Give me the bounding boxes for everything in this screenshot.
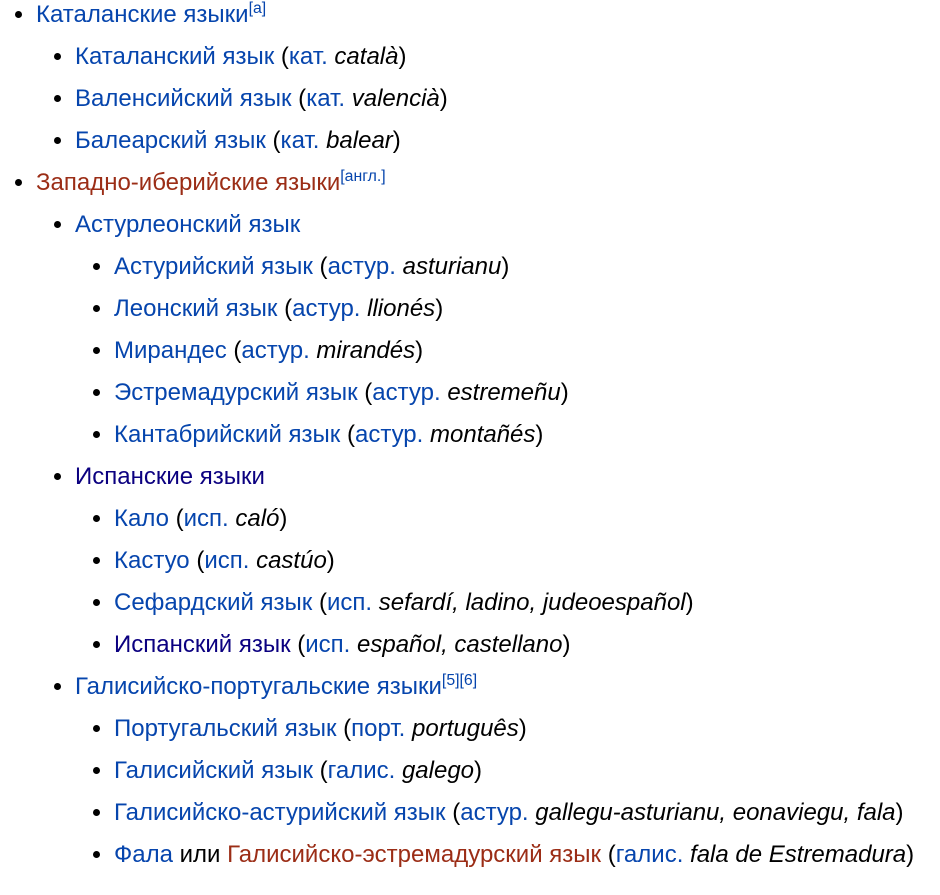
- plain-text: [345, 85, 352, 112]
- plain-text: ): [474, 757, 483, 784]
- plain-text: ): [560, 379, 569, 406]
- wiki-link[interactable]: кат.: [288, 43, 328, 70]
- wiki-link[interactable]: исп.: [305, 631, 351, 658]
- list-item: [75, 125, 940, 157]
- plain-text: [405, 715, 412, 742]
- wiki-link[interactable]: Леонский язык: [114, 295, 278, 322]
- wiki-link[interactable]: астур.: [241, 337, 310, 364]
- native-name: asturianu: [402, 253, 502, 280]
- wiki-link[interactable]: Балеарский язык: [75, 127, 266, 154]
- list-item: [114, 419, 940, 451]
- wiki-link[interactable]: порт.: [351, 715, 406, 742]
- language-sublist: [75, 503, 940, 661]
- plain-text: (: [265, 127, 281, 154]
- plain-text: или: [172, 841, 228, 868]
- list-item: [75, 83, 940, 115]
- language-sublist: [36, 209, 940, 871]
- native-name: español, castellano: [357, 631, 563, 658]
- superscript: [340, 168, 385, 185]
- plain-text: ): [279, 505, 288, 532]
- plain-text: ): [906, 841, 915, 868]
- wiki-link[interactable]: исп.: [326, 589, 373, 616]
- plain-text: (: [189, 547, 205, 574]
- wiki-link[interactable]: кат.: [306, 85, 346, 112]
- plain-text: ): [439, 85, 448, 112]
- wiki-link[interactable]: Кантабрийский язык: [114, 421, 341, 448]
- list-item: [114, 587, 940, 619]
- wiki-link[interactable]: Галисийско-астурийский язык: [114, 799, 446, 826]
- plain-text: (: [312, 253, 328, 280]
- list-item: [75, 41, 940, 73]
- native-name: português: [412, 715, 519, 742]
- plain-text: ): [415, 337, 424, 364]
- native-name: montañés: [430, 421, 536, 448]
- wiki-link[interactable]: астур.: [372, 379, 441, 406]
- list-item: [36, 167, 940, 871]
- plain-text: (: [445, 799, 461, 826]
- superscript: [442, 672, 460, 689]
- plain-text: (: [277, 295, 293, 322]
- wiki-link[interactable]: Астурийский язык: [114, 253, 313, 280]
- wiki-link[interactable]: Мирандес: [114, 337, 227, 364]
- native-name: caló: [235, 505, 280, 532]
- list-item: [114, 293, 940, 325]
- visited-wiki-link[interactable]: Испанские языки: [75, 463, 265, 490]
- visited-wiki-link[interactable]: Испанский язык: [114, 631, 291, 658]
- native-name: estremeñu: [447, 379, 561, 406]
- list-item: [114, 251, 940, 283]
- plain-text: ): [392, 127, 401, 154]
- wiki-link[interactable]: Фала: [114, 841, 173, 868]
- redlink[interactable]: Западно-иберийские языки: [36, 169, 341, 196]
- plain-text: ): [326, 547, 335, 574]
- wiki-link[interactable]: Кало: [114, 505, 169, 532]
- list-item: [114, 629, 940, 661]
- list-item: [114, 797, 940, 829]
- wiki-link[interactable]: исп.: [204, 547, 250, 574]
- plain-text: (: [274, 43, 289, 70]
- native-name: galego: [401, 757, 475, 784]
- wiki-link[interactable]: Галисийский язык: [114, 757, 313, 784]
- native-name: català: [334, 43, 399, 70]
- wiki-link[interactable]: Каталанские языки: [36, 1, 249, 28]
- wiki-link[interactable]: галис.: [615, 841, 684, 868]
- plain-text: ): [435, 295, 444, 322]
- native-name: valencià: [351, 85, 440, 112]
- plain-text: [350, 631, 357, 658]
- list-item: [75, 209, 940, 451]
- wiki-link[interactable]: астур.: [327, 253, 396, 280]
- plain-text: [395, 757, 402, 784]
- plain-text: [372, 589, 379, 616]
- native-name: llionés: [367, 295, 436, 322]
- wiki-link[interactable]: Сефардский язык: [114, 589, 313, 616]
- list-item: [114, 713, 940, 745]
- footnote-link[interactable]: [5]: [441, 672, 460, 689]
- plain-text: ): [685, 589, 694, 616]
- plain-text: (: [312, 757, 328, 784]
- wiki-link[interactable]: Каталанский язык: [75, 43, 275, 70]
- native-name: fala de Estremadura: [690, 841, 907, 868]
- list-item: [114, 335, 940, 367]
- wiki-link[interactable]: астур.: [354, 421, 424, 448]
- plain-text: [423, 421, 430, 448]
- list-item: [114, 377, 940, 409]
- list-item: [114, 755, 940, 787]
- footnote-link[interactable]: [a]: [248, 0, 267, 17]
- list-item: [114, 545, 940, 577]
- wiki-link[interactable]: Эстремадурский язык: [114, 379, 358, 406]
- wiki-link[interactable]: астур.: [460, 799, 529, 826]
- wiki-link[interactable]: Португальский язык: [114, 715, 337, 742]
- list-item: [114, 839, 940, 871]
- language-sublist: [75, 251, 940, 451]
- footnote-link[interactable]: [6]: [459, 672, 478, 689]
- list-item: [75, 461, 940, 661]
- wiki-link[interactable]: Галисийско-португальские языки: [75, 673, 442, 700]
- native-name: balear: [326, 127, 393, 154]
- list-item: [114, 503, 940, 535]
- plain-text: ): [562, 631, 571, 658]
- native-name: gallegu-asturianu, eonaviegu, fala: [535, 799, 896, 826]
- plain-text: (: [601, 841, 616, 868]
- redlink[interactable]: Галисийско-эстремадурский язык: [227, 841, 602, 868]
- plain-text: (: [168, 505, 184, 532]
- plain-text: (: [291, 85, 307, 112]
- list-item: [36, 0, 940, 157]
- superscript: [249, 0, 267, 17]
- plain-text: (: [336, 715, 352, 742]
- wiki-link[interactable]: Валенсийский язык: [75, 85, 292, 112]
- superscript: [460, 672, 478, 689]
- wiki-link[interactable]: кат.: [280, 127, 320, 154]
- native-name: sefardí, ladino, judeoespañol: [378, 589, 686, 616]
- language-sublist: [36, 41, 940, 157]
- plain-text: (: [226, 337, 242, 364]
- plain-text: ): [895, 799, 904, 826]
- wiki-link[interactable]: исп.: [183, 505, 229, 532]
- wiki-link[interactable]: Кастуо: [114, 547, 190, 574]
- plain-text: ): [518, 715, 527, 742]
- plain-text: (: [340, 421, 355, 448]
- language-sublist: [75, 713, 940, 871]
- wiki-link[interactable]: астур.: [292, 295, 361, 322]
- native-name: mirandés: [316, 337, 416, 364]
- footnote-link[interactable]: [англ.]: [340, 168, 386, 185]
- plain-text: (: [290, 631, 306, 658]
- plain-text: (: [357, 379, 373, 406]
- plain-text: [396, 253, 403, 280]
- plain-text: ): [398, 43, 407, 70]
- native-name: castúo: [256, 547, 327, 574]
- plain-text: (: [312, 589, 327, 616]
- wiki-link[interactable]: Астурлеонский язык: [75, 211, 301, 238]
- plain-text: ): [535, 421, 544, 448]
- plain-text: ): [501, 253, 510, 280]
- list-item: [75, 671, 940, 871]
- wiki-link[interactable]: галис.: [327, 757, 396, 784]
